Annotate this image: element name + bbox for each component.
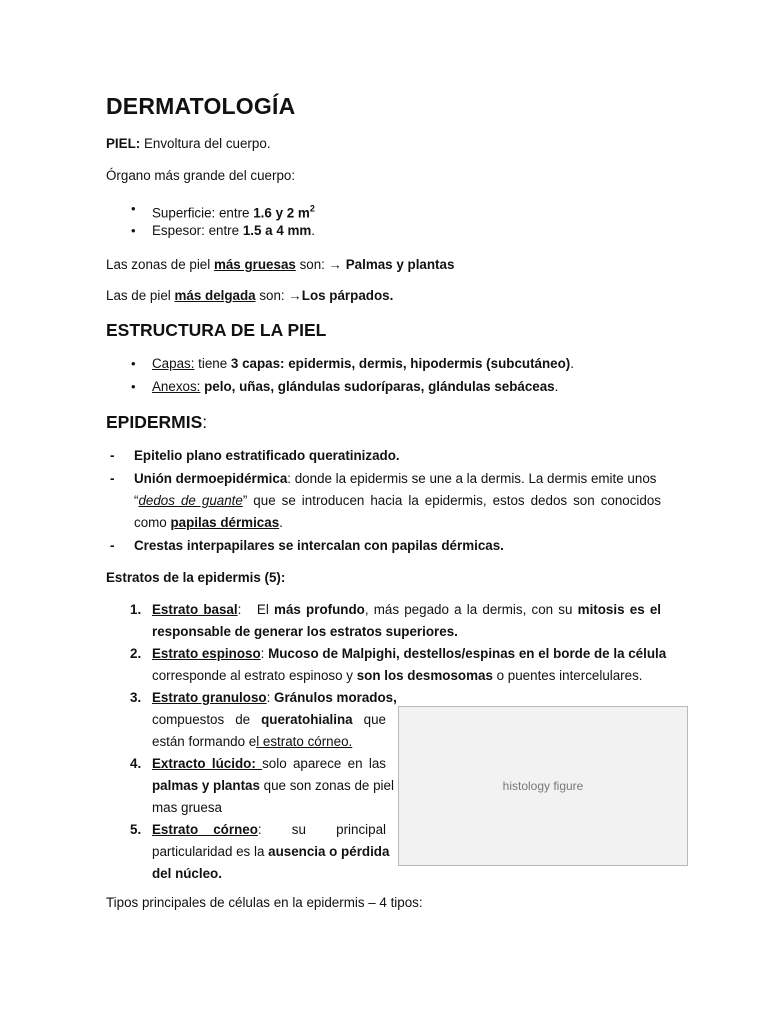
granuloso-l2-b: queratohialina <box>261 712 353 727</box>
granuloso-l3-a: están formando e <box>152 734 257 749</box>
tipos-line: Tipos principales de células en la epidermis – 4 tipos: <box>106 895 423 910</box>
piel-line <box>106 135 271 153</box>
organo-line: Órgano más grande del cuerpo: <box>106 168 296 183</box>
zonas-line <box>106 256 454 274</box>
period: . <box>279 515 283 530</box>
zonas-text: Las zonas de piel <box>106 257 214 272</box>
arrow-right-icon: → <box>288 288 302 303</box>
papilas-dermicas: papilas dérmicas <box>170 515 280 530</box>
anexos-line <box>152 378 558 396</box>
granuloso-l2-c: que <box>352 712 386 727</box>
lucido-l2-c: que son zonas de piel <box>259 778 394 793</box>
quote-open: “ <box>134 493 139 508</box>
espesor-value: 1.5 a 4 mm <box>242 223 312 238</box>
bullet-icon: • <box>131 356 136 371</box>
estrato-corneo-line-3 <box>152 865 222 883</box>
granuloso-l3-u: l estrato córneo. <box>256 734 353 749</box>
bullet-icon: • <box>131 201 136 216</box>
como-text: como <box>134 515 171 530</box>
estrato-basal-a: : El <box>237 602 275 617</box>
heading-epidermis-colon: : <box>202 412 208 432</box>
estrato-espinoso-b: Mucoso de Malpighi, destellos/espinas en el borde de la célula <box>268 646 667 661</box>
capas-label: Capas: <box>152 356 195 371</box>
bullet-icon: • <box>131 379 136 394</box>
dash-icon: - <box>110 448 115 463</box>
skin-histology-figure <box>398 706 688 866</box>
estrato-granuloso-line-2 <box>152 711 386 729</box>
estrato-basal-c: , más pegado a la dermis, con su <box>364 602 578 617</box>
superficie-sup: 2 <box>309 204 315 214</box>
bullet-icon: • <box>131 223 136 238</box>
espinoso-l2-a: corresponde al estrato espinoso y <box>152 668 357 683</box>
dash-icon: - <box>110 471 115 486</box>
union-text: : donde la epidermis se une a la dermis. La dermis emite unos <box>287 471 657 486</box>
estrato-basal-line-2 <box>152 623 458 641</box>
estrato-granuloso-label: Estrato granuloso <box>152 690 267 705</box>
estrato-lucido-line-3: mas gruesa <box>152 800 222 815</box>
anexos-value: pelo, uñas, glándulas sudoríparas, glándulas sebáceas <box>204 379 555 394</box>
zonas-mid: son: <box>295 257 329 272</box>
delgada-text: Las de piel <box>106 288 175 303</box>
epi-item-3-text: Crestas interpapilares se intercalan con papilas dérmicas. <box>134 538 504 553</box>
corneo-a: : su principal <box>257 822 386 837</box>
espesor-text: Espesor: entre <box>152 223 243 238</box>
heading-epidermis <box>106 411 207 433</box>
estrato-basal-b: más profundo <box>274 602 365 617</box>
dash-icon: - <box>110 538 115 553</box>
granuloso-l2-a: compuestos de <box>152 712 262 727</box>
corneo-l2-b: ausencia o pérdida <box>268 844 390 859</box>
estrato-basal-d: mitosis es el <box>577 602 662 617</box>
estrato-basal-line-2-text: responsable de generar los estratos superiores. <box>152 624 458 639</box>
superficie-text: Superficie: entre <box>152 205 254 221</box>
list-number: 2. <box>130 646 142 661</box>
delgada-line <box>106 287 393 305</box>
capas-text: tiene <box>194 356 231 371</box>
espesor-line <box>152 222 315 240</box>
estrato-corneo-line-1 <box>152 821 386 839</box>
zonas-answer: Palmas y plantas <box>342 257 455 272</box>
delgada-emph: más delgada <box>174 288 256 303</box>
delgada-answer: Los párpados. <box>301 288 394 303</box>
estratos-title-text: Estratos de la epidermis (5): <box>106 570 286 585</box>
piel-label: PIEL: <box>106 136 141 151</box>
epi-item-1 <box>134 447 400 465</box>
espinoso-l2-b: son los desmosomas <box>356 668 493 683</box>
piel-text: Envoltura del cuerpo. <box>140 136 271 151</box>
estrato-espinoso-line-1 <box>152 645 666 663</box>
espinoso-l2-c: o puentes intercelulares. <box>492 668 643 683</box>
estrato-espinoso-label: Estrato espinoso <box>152 646 261 661</box>
capas-value: 3 capas: epidermis, dermis, hipodermis (subcutáneo) <box>230 356 571 371</box>
svg-text:histology figure: histology figure <box>502 779 584 793</box>
estrato-granuloso-line-3 <box>152 733 352 751</box>
lucido-a: solo aparece en las <box>262 756 386 771</box>
estrato-espinoso-line-2 <box>152 667 643 685</box>
espesor-post: . <box>311 223 316 238</box>
corneo-l3: del núcleo. <box>152 866 222 881</box>
lucido-l2-b: palmas y plantas <box>152 778 260 793</box>
corneo-l2-a: particularidad es la <box>152 844 269 859</box>
heading-estructura: ESTRUCTURA DE LA PIEL <box>106 320 327 340</box>
epi-item-3 <box>134 537 504 555</box>
heading-epidermis-text: EPIDERMIS <box>106 412 203 432</box>
estrato-granuloso-line-1 <box>152 689 397 707</box>
anexos-post: . <box>554 379 559 394</box>
union-label: Unión dermoepidérmica <box>134 471 288 486</box>
estrato-lucido-label: Extracto lúcido: <box>152 756 263 771</box>
delgada-mid: son: <box>255 288 289 303</box>
granuloso-b: Gránulos morados, <box>274 690 397 705</box>
arrow-right-icon: → <box>328 257 342 272</box>
estrato-lucido-line-1 <box>152 755 386 773</box>
epi-item-1-text: Epitelio plano estratificado queratinizado. <box>134 448 400 463</box>
granuloso-a: : <box>266 690 275 705</box>
zonas-emph: más gruesas <box>213 257 296 272</box>
list-number: 3. <box>130 690 142 705</box>
superficie-line <box>152 200 315 222</box>
anexos-label: Anexos: <box>152 379 201 394</box>
list-number: 4. <box>130 756 142 771</box>
dedos-de-guante: dedos de guante <box>138 493 243 508</box>
estrato-basal-line-1 <box>152 601 661 619</box>
epi-item-2-line-3 <box>134 514 283 532</box>
estrato-lucido-line-2 <box>152 777 394 795</box>
page-title: DERMATOLOGÍA <box>106 93 296 119</box>
estrato-corneo-line-2 <box>152 843 389 861</box>
dedos-text: ” que se introducen hacia la epidermis, estos dedos son conocidos <box>242 493 661 508</box>
epi-item-2-line-2 <box>134 492 661 510</box>
capas-post: . <box>570 356 574 371</box>
capas-line <box>152 355 574 373</box>
estrato-corneo-label: Estrato córneo <box>152 822 258 837</box>
estrato-basal-label: Estrato basal <box>152 602 238 617</box>
epi-item-2-line-1 <box>134 470 656 488</box>
list-number: 5. <box>130 822 142 837</box>
list-number: 1. <box>130 602 142 617</box>
estratos-title <box>106 569 285 587</box>
superficie-value: 1.6 y 2 m <box>253 205 310 221</box>
estrato-espinoso-a: : <box>260 646 269 661</box>
